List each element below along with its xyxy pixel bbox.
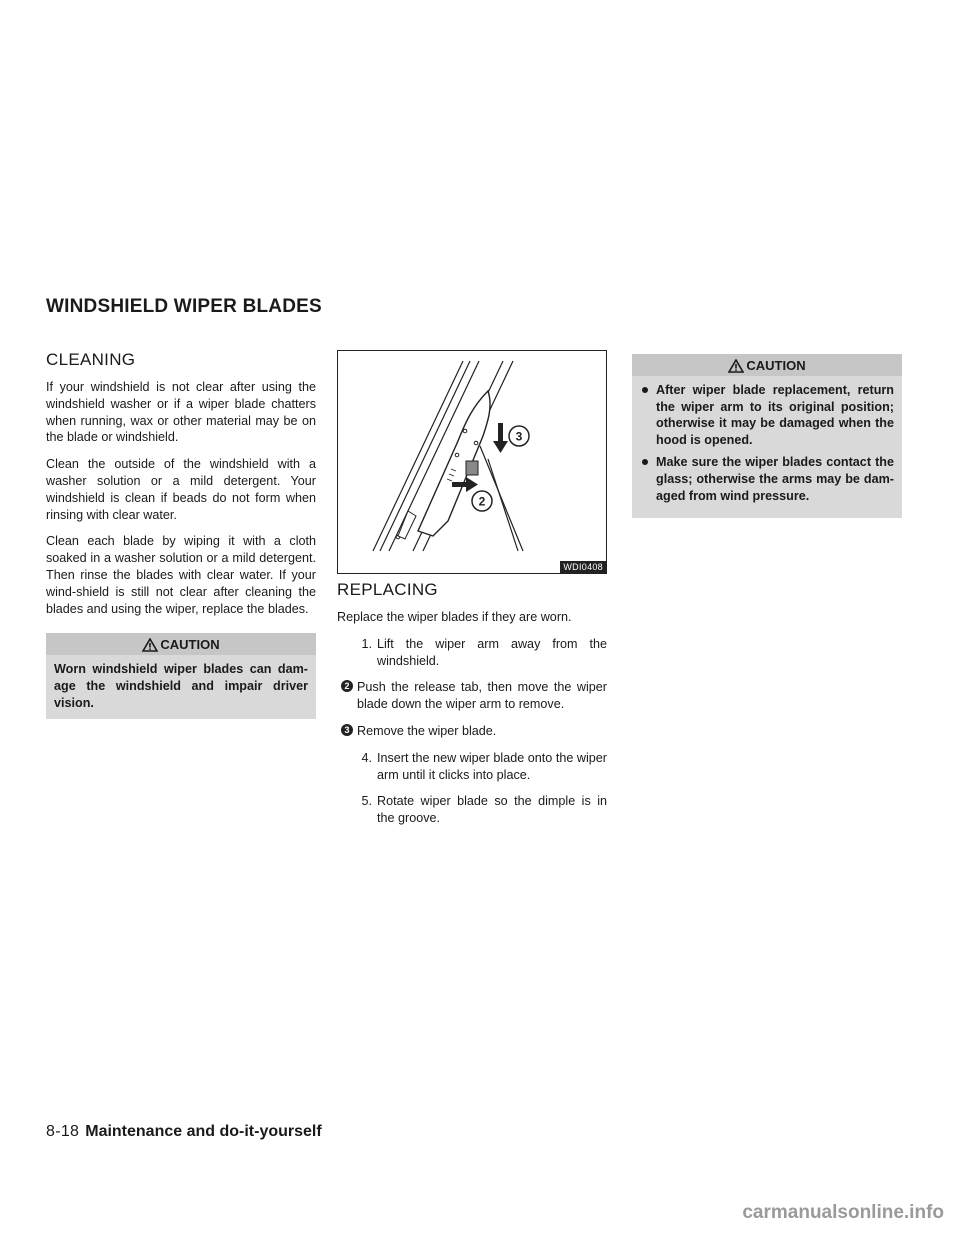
list-item (337, 679, 607, 713)
warning-icon (728, 359, 744, 373)
callout-3: 3 (515, 429, 523, 444)
watermark-logo: carmanualsonline.info (742, 1202, 944, 1223)
step-text: Lift the wiper arm away from the windshield. (377, 636, 607, 668)
caution-header (46, 633, 316, 655)
caution-text: Worn windshield wiper blades can dam-age the windshield and impair driver vision. (54, 662, 308, 710)
cleaning-paragraph: Clean the outside of the windshield with a washer solution or a mild detergent. Your windshield is clean if beads do not form when rinsing with clear water. (46, 457, 316, 522)
list-item (337, 723, 607, 740)
step-text: Remove the wiper blade. (357, 723, 497, 738)
caution-item-text: Make sure the wiper blades contact the glass; otherwise the arms may be dam-aged from wind pressure. (656, 455, 894, 503)
page-footer (46, 1123, 322, 1141)
list-item (640, 454, 894, 504)
step-number: 5. (361, 794, 372, 809)
caution-header (632, 354, 902, 376)
list-item (337, 793, 607, 827)
list-item (337, 636, 607, 670)
cleaning-heading: CLEANING (46, 350, 136, 369)
warning-icon (142, 638, 158, 652)
step-number: 4. (361, 750, 372, 765)
column-cleaning (46, 350, 316, 719)
bullet-icon (642, 459, 648, 465)
cleaning-paragraph: If your windshield is not clear after using the windshield washer or if a wiper blade chatters when running, wax or other material may be on the blade or windshield. (46, 380, 316, 445)
step-number-badge: 3 (341, 724, 353, 736)
callout-2: 2 (478, 494, 486, 509)
page-number: 8-18 (46, 1123, 80, 1140)
arrow-down-icon (493, 423, 508, 453)
list-item (640, 382, 894, 448)
column-replacing (337, 350, 607, 837)
replacing-steps (337, 636, 607, 827)
step-number-badge: 2 (341, 680, 353, 692)
replacing-intro: Replace the wiper blades if they are worn. (337, 610, 572, 624)
step-text: Push the release tab, then move the wiper blade down the wiper arm to remove. (357, 680, 607, 712)
caution-label: CAUTION (746, 358, 806, 373)
caution-list (632, 376, 902, 518)
list-item (337, 750, 607, 784)
chapter-title: Maintenance and do-it-yourself (85, 1123, 322, 1140)
caution-box (632, 354, 902, 518)
figure-code: WDI0408 (560, 561, 606, 573)
bullet-icon (642, 387, 648, 393)
caution-label: CAUTION (160, 637, 220, 653)
replacing-heading: REPLACING (337, 580, 438, 599)
cleaning-paragraph: Clean each blade by wiping it with a cloth soaked in a washer solution or a mild detergent. Then rinse the blades with clear water. If your wind-shield is still not clear after cleaning the blades and using the wiper, replace the blades. (46, 534, 316, 616)
caution-item-text: After wiper blade replacement, return the wiper arm to its original position; otherwise it may be damaged when the hood is opened. (656, 383, 894, 447)
step-number: 1. (361, 636, 372, 651)
column-caution (632, 350, 902, 518)
wiper-arm-illustration (338, 351, 606, 573)
wiper-figure (337, 350, 607, 574)
step-text: Rotate wiper blade so the dimple is in the groove. (377, 794, 607, 826)
step-text: Insert the new wiper blade onto the wiper arm until it clicks into place. (377, 750, 607, 782)
section-title: WINDSHIELD WIPER BLADES (46, 296, 322, 317)
caution-box (46, 633, 316, 719)
